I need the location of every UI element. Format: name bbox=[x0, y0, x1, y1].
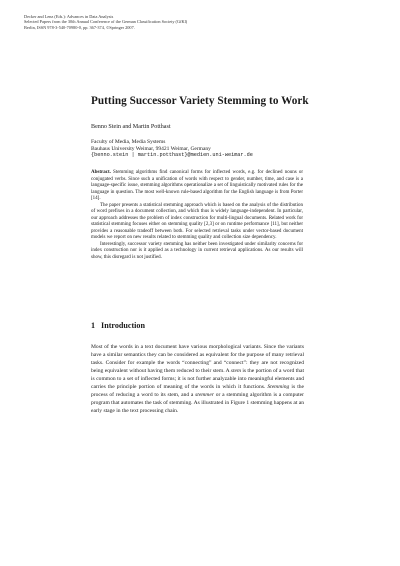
abstract-text: Stemming algorithms find canonical forms for inflected words, e.g. for declined nouns or conjugated verbs. Since such a unification of words with respect to gender, number, time, and case is a language-specific issue, stemming algorithms operationalize a set of linguistically motivated rules for the language in question. The most well-known rule-based algorithm for the English language is from Porter [14]. bbox=[91, 170, 303, 201]
abstract-label: Abstract. bbox=[91, 170, 111, 175]
affiliation-line: Faculty of Media, Media Systems bbox=[91, 139, 166, 145]
affiliation-line: Bauhaus University Weimar, 99421 Weimar, Germany bbox=[91, 145, 211, 152]
body-text-run: or a stemming algorithm is a computer program that automates the task of stemming. As illustrated in Figure 1 stemming happens at an early stage in the text processing chain. bbox=[91, 392, 304, 414]
affiliation bbox=[91, 139, 253, 159]
paper-title: Putting Successor Variety Stemming to Work bbox=[91, 95, 309, 107]
running-header bbox=[24, 14, 324, 30]
abstract-paragraph: The paper presents a statistical stemming approach which is based on the analysis of the distribution of word prefixes in a document collection, and which thus is widely language-independent. In particular, our approach addresses the problem of index construction for multi-lingual documents. Related work for statistical stemming focuses either on stemming quality [2,3] or on runtime performance [11], but neither provides a reasonable tradeoff between both. For selected retrieval tasks under vector-based document models we report on new results related to stemming quality and collection size dependency. bbox=[91, 202, 303, 240]
section-number: 1 bbox=[91, 321, 96, 330]
emphasized-term: stem bbox=[230, 368, 241, 374]
abstract bbox=[91, 170, 303, 261]
body-text-run: is the process of reducing a word to its stem, and a bbox=[91, 384, 304, 398]
header-line: Decker and Lenz (Eds.): Advances in Data Analysis bbox=[24, 14, 114, 19]
section-heading bbox=[91, 321, 145, 330]
header-line: Selected Papers from the 30th Annual Conference of the German Classification Society (GfKl) bbox=[24, 19, 188, 25]
introduction-body bbox=[91, 343, 304, 415]
header-line: Berlin, ISSN 978-3-540-70980-0, pp. 367-374, ©Springer 2007. bbox=[24, 24, 135, 30]
section-title: Introduction bbox=[101, 321, 145, 330]
body-paragraph bbox=[91, 343, 304, 415]
email-address: {benno.stein | martin.potthast}@medien.uni-weimar.de bbox=[91, 152, 253, 159]
emphasized-term: stemmer bbox=[195, 392, 214, 398]
authors: Benno Stein and Martin Potthast bbox=[91, 124, 171, 130]
body-text-run: Most of the words in a text document have various morphological variants. Since the variants have a similar semantics they can be considered as equivalent for the purpose of many retrieval tasks. Consider for example the words “connecting” and “connect”: they are not recognized being equivalent without having them reduced to their stem. A bbox=[91, 344, 304, 374]
abstract-paragraph: Interestingly, successor variety stemming has neither been investigated under similarity concerns for index construction nor is it applied as a technology in current retrieval applications. As our results will show, this disregard is not justified. bbox=[91, 241, 303, 260]
body-text-run: is the portion of a word that is common to a set of inflected forms; it is not further analyzable into meaningful elements and carries the principle portion of meaning of the words in which it functions. bbox=[91, 368, 304, 390]
abstract-paragraph bbox=[91, 170, 303, 203]
emphasized-term: Stemming bbox=[267, 384, 290, 390]
